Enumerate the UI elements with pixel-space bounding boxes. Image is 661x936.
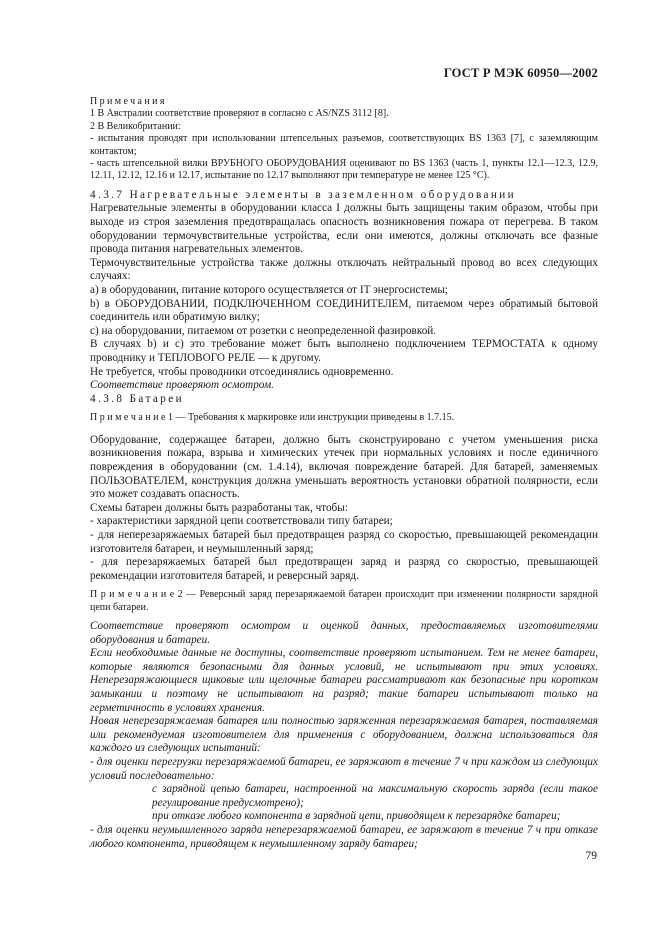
notes-heading: Примечания <box>90 96 167 107</box>
section-heading-4-3-7: 4.3.7 Нагревательные элементы в заземленном оборудовании <box>90 188 517 201</box>
compliance-paragraph: Если необходимые данные не доступны, соответствие проверяют испытанием. Тем не менее батареи, которые являются безопасными для данных условий, не испытывают при этих условиях. Неперезаряжающиеся щиковые или щелочные батареи рассматривают как безопасные при коротком замыкании и поэтому не испытывают на разряд; такие батареи испытывают только на герметичность в условиях хранения. <box>90 647 598 714</box>
list-item: - для перезаряжаемых батарей был предотвращен заряд и разряд со скоростью, превышающей рекомендации изготовителя батарей, и реверсный заряд. <box>90 556 598 582</box>
compliance-statement: Соответствие проверяют осмотром. <box>90 379 274 392</box>
compliance-list-item: - для оценки перегрузки перезаряжаемой батареи, ее заряжают в течение 7 ч при каждом из следующих условий последовательно: <box>90 756 598 782</box>
note-2: П р и м е ч а н и е 2 — Реверсный заряд перезаряжаемой батареи происходит при изменении полярности зарядной цепи батареи. <box>90 589 598 613</box>
list-item-c: с) на оборудовании, питаемом от розетки с неопределенной фазировкой. <box>90 324 437 337</box>
compliance-sub-item: с зарядной цепью батареи, настроенной на максимальную скорость заряда (если такое регулирование предусмотрено); <box>152 783 598 809</box>
list-item-a: а) в оборудовании, питание которого осуществляется от IT энергосистемы; <box>90 284 449 296</box>
note-uk-item-b: - часть штепсельной вилки ВРУБНОГО ОБОРУДОВАНИЯ оценивают по BS 1363 (часть 1, пункты 12.1—12.3, 12.9, 12.11, 12.12, 12.16 и 12.17, испытание по 12.17 выполняют при температуре не менее 125 °С). <box>90 158 598 182</box>
list-item: - характеристики зарядной цепи соответствовали типу батареи; <box>90 515 393 528</box>
standard-header: ГОСТ Р МЭК 60950—2002 <box>443 66 598 80</box>
page-content <box>90 96 598 851</box>
paragraph: Термочувствительные устройства также должны отключать нейтральный провод во всех следующих случаях: <box>90 256 598 283</box>
compliance-sub-item: при отказе любого компонента в зарядной цепи, приводящем к перезарядке батареи; <box>152 810 561 823</box>
compliance-paragraph: Соответствие проверяют осмотром и оценкой данных, предоставляемых изготовителями оборудования и батареи. <box>90 620 598 646</box>
paragraph: Схемы батареи должны быть разработаны так, чтобы: <box>90 501 348 514</box>
note-uk: 2 В Великобритании: <box>90 120 181 132</box>
paragraph: В случаях b) и с) это требование может быть выполнено подключением ТЕРМОСТАТА к одному проводнику и ТЕПЛОВОГО РЕЛЕ — к другому. <box>90 338 598 364</box>
note-australia: 1 В Австралии соответствие проверяют в согласно с AS/NZS 3112 [8]. <box>90 108 389 120</box>
paragraph: Не требуется, чтобы проводники отсоединялись одновременно. <box>90 365 394 378</box>
list-item-b: b) в ОБОРУДОВАНИИ, ПОДКЛЮЧЕННОМ СОЕДИНИТЕЛЕМ, питаемом через обратимый бытовой соединитель или обратимую вилку; <box>90 297 598 324</box>
list-item: - для неперезаряжаемых батарей был предотвращен разряд со скоростью, превышающей рекомендации изготовителя батареи, и неумышленный заряд; <box>90 528 598 555</box>
note-uk-item-a: - испытания проводят при использовании штепсельных разъемов, соответствующих BS 1363 [7], с заземляющим контактом; <box>90 133 598 157</box>
page-number: 79 <box>585 850 597 862</box>
paragraph: Нагревательные элементы в оборудовании класса I должны быть защищены таким образом, чтобы при выходе из строя заземления предотвращалась опасность возникновения пожара от перегрева. В таком оборудовании термочувствительные устройства, если они имеются, должны отключать все фазные провода питания нагревательных элементов. <box>90 202 598 256</box>
compliance-paragraph: Новая неперезаряжаемая батарея или полностью заряженная перезаряжаемая батарея, поставляемая или рекомендуемая изготовителем для применения с оборудованием, должна использоваться для каждого из следующих испытаний: <box>90 715 598 755</box>
note-1: П р и м е ч а н и е 1 — Требования к маркировке или инструкции приведены в 1.7.15. <box>90 412 455 424</box>
compliance-list-item: - для оценки неумышленного заряда неперезаряжаемой батареи, ее заряжают в течение 7 ч при отказе любого компонента, приводящем к неумышленному заряду батареи; <box>90 824 598 850</box>
paragraph: Оборудование, содержащее батареи, должно быть сконструировано с учетом уменьшения риска возникновения пожара, взрыва и химических утечек при нормальных условиях и после единичного повреждения в оборудовании (см. 1.4.14), включая повреждение батарей. Для батарей, заменяемых ПОЛЬЗОВАТЕЛЕМ, конструкция должна уменьшать вероятность установки обратной полярности, если это может создавать опасность. <box>90 433 598 501</box>
section-heading-4-3-8: 4.3.8 Батареи <box>90 392 185 405</box>
